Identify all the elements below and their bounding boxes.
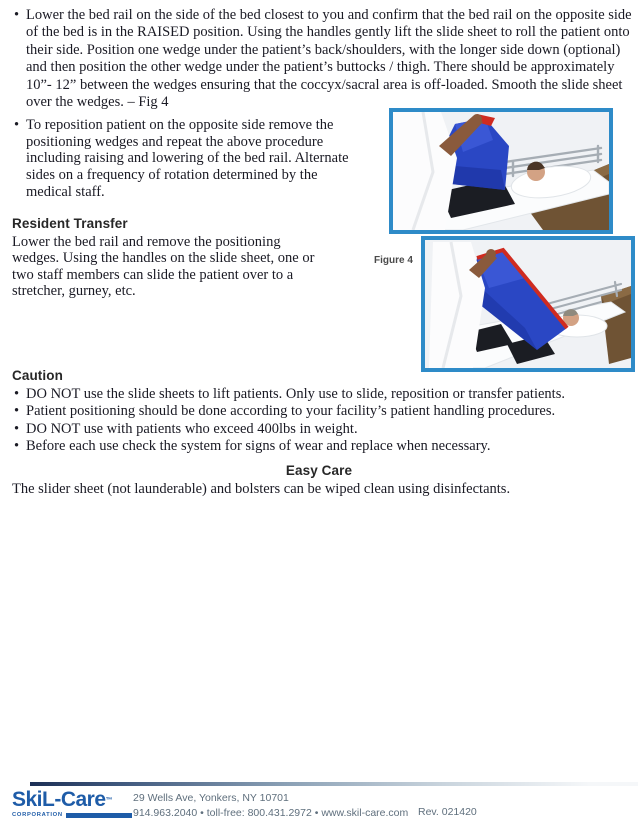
- list-item: [12, 438, 632, 455]
- caution-heading: Caution: [12, 368, 63, 383]
- caution-text: Patient positioning should be done according to your facility’s patient handling procedures.: [26, 403, 556, 420]
- list-item: [12, 403, 632, 420]
- bullet-marker: •: [14, 386, 20, 403]
- list-item: [12, 386, 632, 403]
- skil-care-logo: [12, 789, 132, 818]
- bullet-marker: •: [14, 437, 20, 454]
- logo-text: SkiL-Care: [12, 788, 106, 811]
- logo-bar: [66, 813, 132, 818]
- bullet-marker: •: [14, 117, 20, 133]
- caution-bullet-list: [12, 386, 632, 455]
- bed-scene-wedge-illustration: [393, 112, 609, 230]
- bullet-marker: •: [14, 420, 20, 437]
- bed-scene-sheet-illustration: [425, 240, 631, 368]
- footer-contact-block: [133, 791, 408, 821]
- caution-text: Before each use check the system for signs of wear and replace when necessary.: [26, 437, 491, 454]
- easy-care-heading: Easy Care: [285, 463, 353, 478]
- figure-photo-roll-patient: [389, 108, 613, 234]
- procedure-step-text: To reposition patient on the opposite side remove the positioning wedges and repeat the above procedure including raising and lowering of the bed rail. Alternate sides on a frequency of rotation determined by the medical staff.: [26, 117, 349, 200]
- list-item: [12, 7, 632, 111]
- logo-subtitle-row: [12, 812, 132, 818]
- figure-caption: Figure 4: [374, 255, 413, 266]
- caution-text: DO NOT use the slide sheets to lift patients. Only use to slide, reposition or transfer patients.: [26, 386, 565, 403]
- easy-care-body: The slider sheet (not launderable) and bolsters can be wiped clean using disinfectants.: [12, 481, 511, 497]
- list-item: [12, 421, 632, 438]
- left-text-column: [12, 117, 384, 299]
- logo-wordmark: [12, 789, 132, 811]
- logo-subtext: CORPORATION: [12, 812, 63, 818]
- footer-address: 29 Wells Ave, Yonkers, NY 10701: [133, 792, 289, 804]
- figure-photo-slide-sheet: [421, 236, 635, 372]
- bullet-marker: •: [14, 403, 20, 420]
- footer-contact: 914.963.2040 • toll-free: 800.431.2972 • www.skil-care.com: [133, 807, 409, 819]
- caution-section: [12, 367, 632, 455]
- trademark-symbol: ™: [105, 797, 113, 804]
- caution-text: DO NOT use with patients who exceed 400lbs in weight.: [26, 420, 358, 437]
- bullet-marker: •: [14, 7, 20, 23]
- resident-transfer-body: Lower the bed rail and remove the positioning wedges. Using the handles on the slide sheet, one or two staff members can slide the patient over to a stretcher, gurney, etc.: [12, 234, 315, 299]
- easy-care-section: [0, 463, 638, 498]
- procedure-step-text: Lower the bed rail on the side of the bed closest to you and confirm that the bed rail on the opposite side of the bed is in the RAISED position. Using the handles gently lift the slide sheet to roll the patient onto their side. Position one wedge under the patient’s back/shoulders, with the longer side down (optional) and then position the other wedge under the patient’s buttocks / thigh. There should be approximately 10”- 12” between the wedges ensuring that the coccyx/sacral area is off-loaded. Smooth the slide sheet over the wedges. – Fig 4: [26, 7, 632, 111]
- revision-number: Rev. 021420: [418, 806, 477, 818]
- list-item: [12, 117, 360, 201]
- procedure-bullet-list: [12, 7, 632, 111]
- footer-divider: [30, 782, 638, 786]
- resident-transfer-heading: Resident Transfer: [12, 215, 128, 231]
